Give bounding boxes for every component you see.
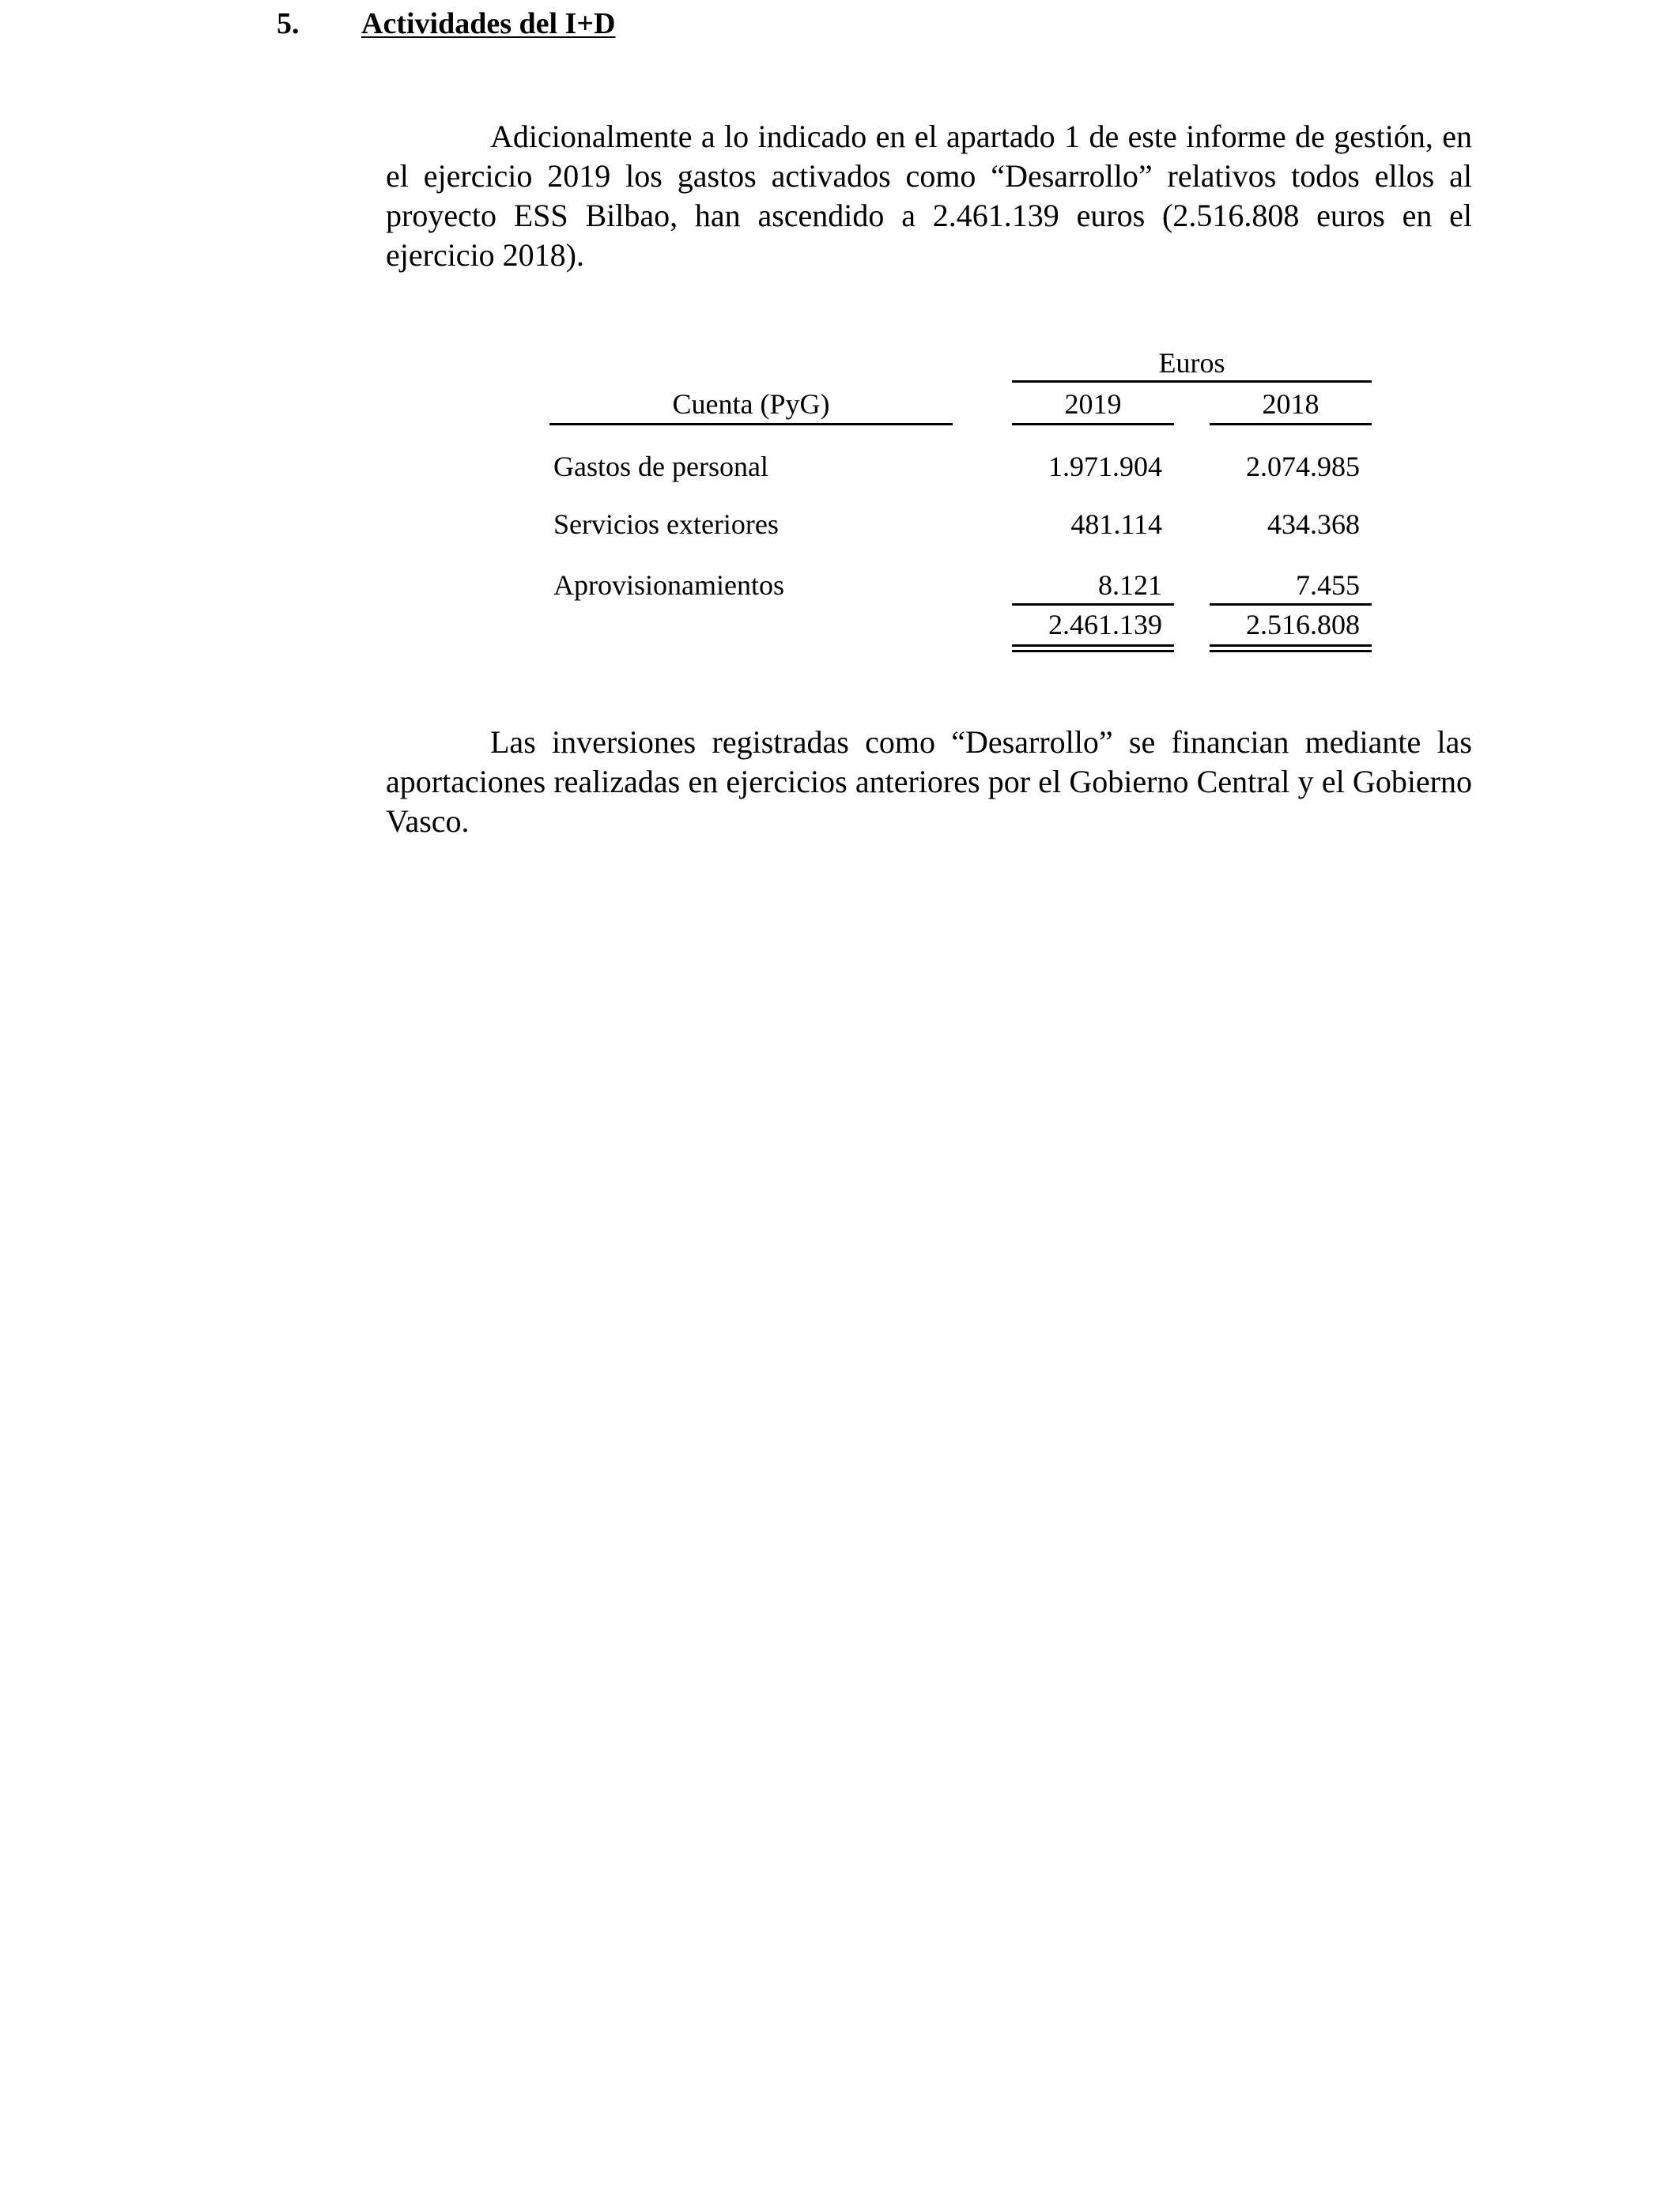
total-double-rule-2018-a (1210, 644, 1372, 647)
subtotal-rule-2018 (1210, 603, 1372, 606)
row-value-2018: 7.455 (1296, 569, 1360, 601)
total-double-rule-2019-b (1012, 650, 1174, 652)
row-value-2019: 8.121 (1098, 569, 1162, 601)
section-title: Actividades del I+D (361, 7, 616, 40)
currency-header: Euros (1158, 347, 1225, 379)
row-value-2019: 481.114 (1070, 508, 1162, 540)
currency-header-rule (1012, 380, 1372, 383)
row-value-2018: 2.074.985 (1246, 451, 1360, 482)
section-number: 5. (277, 7, 300, 40)
total-2018: 2.516.808 (1246, 609, 1360, 640)
financing-paragraph: Las inversiones registradas como “Desarrollo” se financian mediante las aportaciones realizadas en ejercicios anteriores por el Gobierno Central y el Gobierno Vasco. (386, 724, 1472, 839)
row-label: Aprovisionamientos (553, 569, 784, 601)
expenses-table (0, 0, 1680, 712)
account-column-header: Cuenta (PyG) (672, 388, 830, 420)
row-label: Servicios exteriores (553, 508, 779, 540)
subtotal-rule-2019 (1012, 603, 1174, 606)
year-2018-header-rule (1210, 423, 1372, 425)
row-value-2018: 434.368 (1267, 508, 1360, 540)
row-value-2019: 1.971.904 (1048, 451, 1162, 482)
year-2018-header: 2018 (1262, 388, 1319, 420)
year-2019-header: 2019 (1064, 388, 1122, 420)
row-label: Gastos de personal (553, 451, 768, 482)
account-header-rule (549, 423, 953, 425)
total-double-rule-2019-a (1012, 644, 1174, 647)
total-double-rule-2018-b (1210, 650, 1372, 652)
year-2019-header-rule (1012, 423, 1174, 425)
intro-paragraph: Adicionalmente a lo indicado en el apartado 1 de este informe de gestión, en el ejercicio 2019 los gastos activados como “Desarrollo” relativos todos ellos al proyecto ESS Bilbao, han ascendido a 2.461.139 euros (2.516.808 euros en el ejercicio 2018). (386, 119, 1472, 273)
total-2019: 2.461.139 (1048, 609, 1162, 640)
